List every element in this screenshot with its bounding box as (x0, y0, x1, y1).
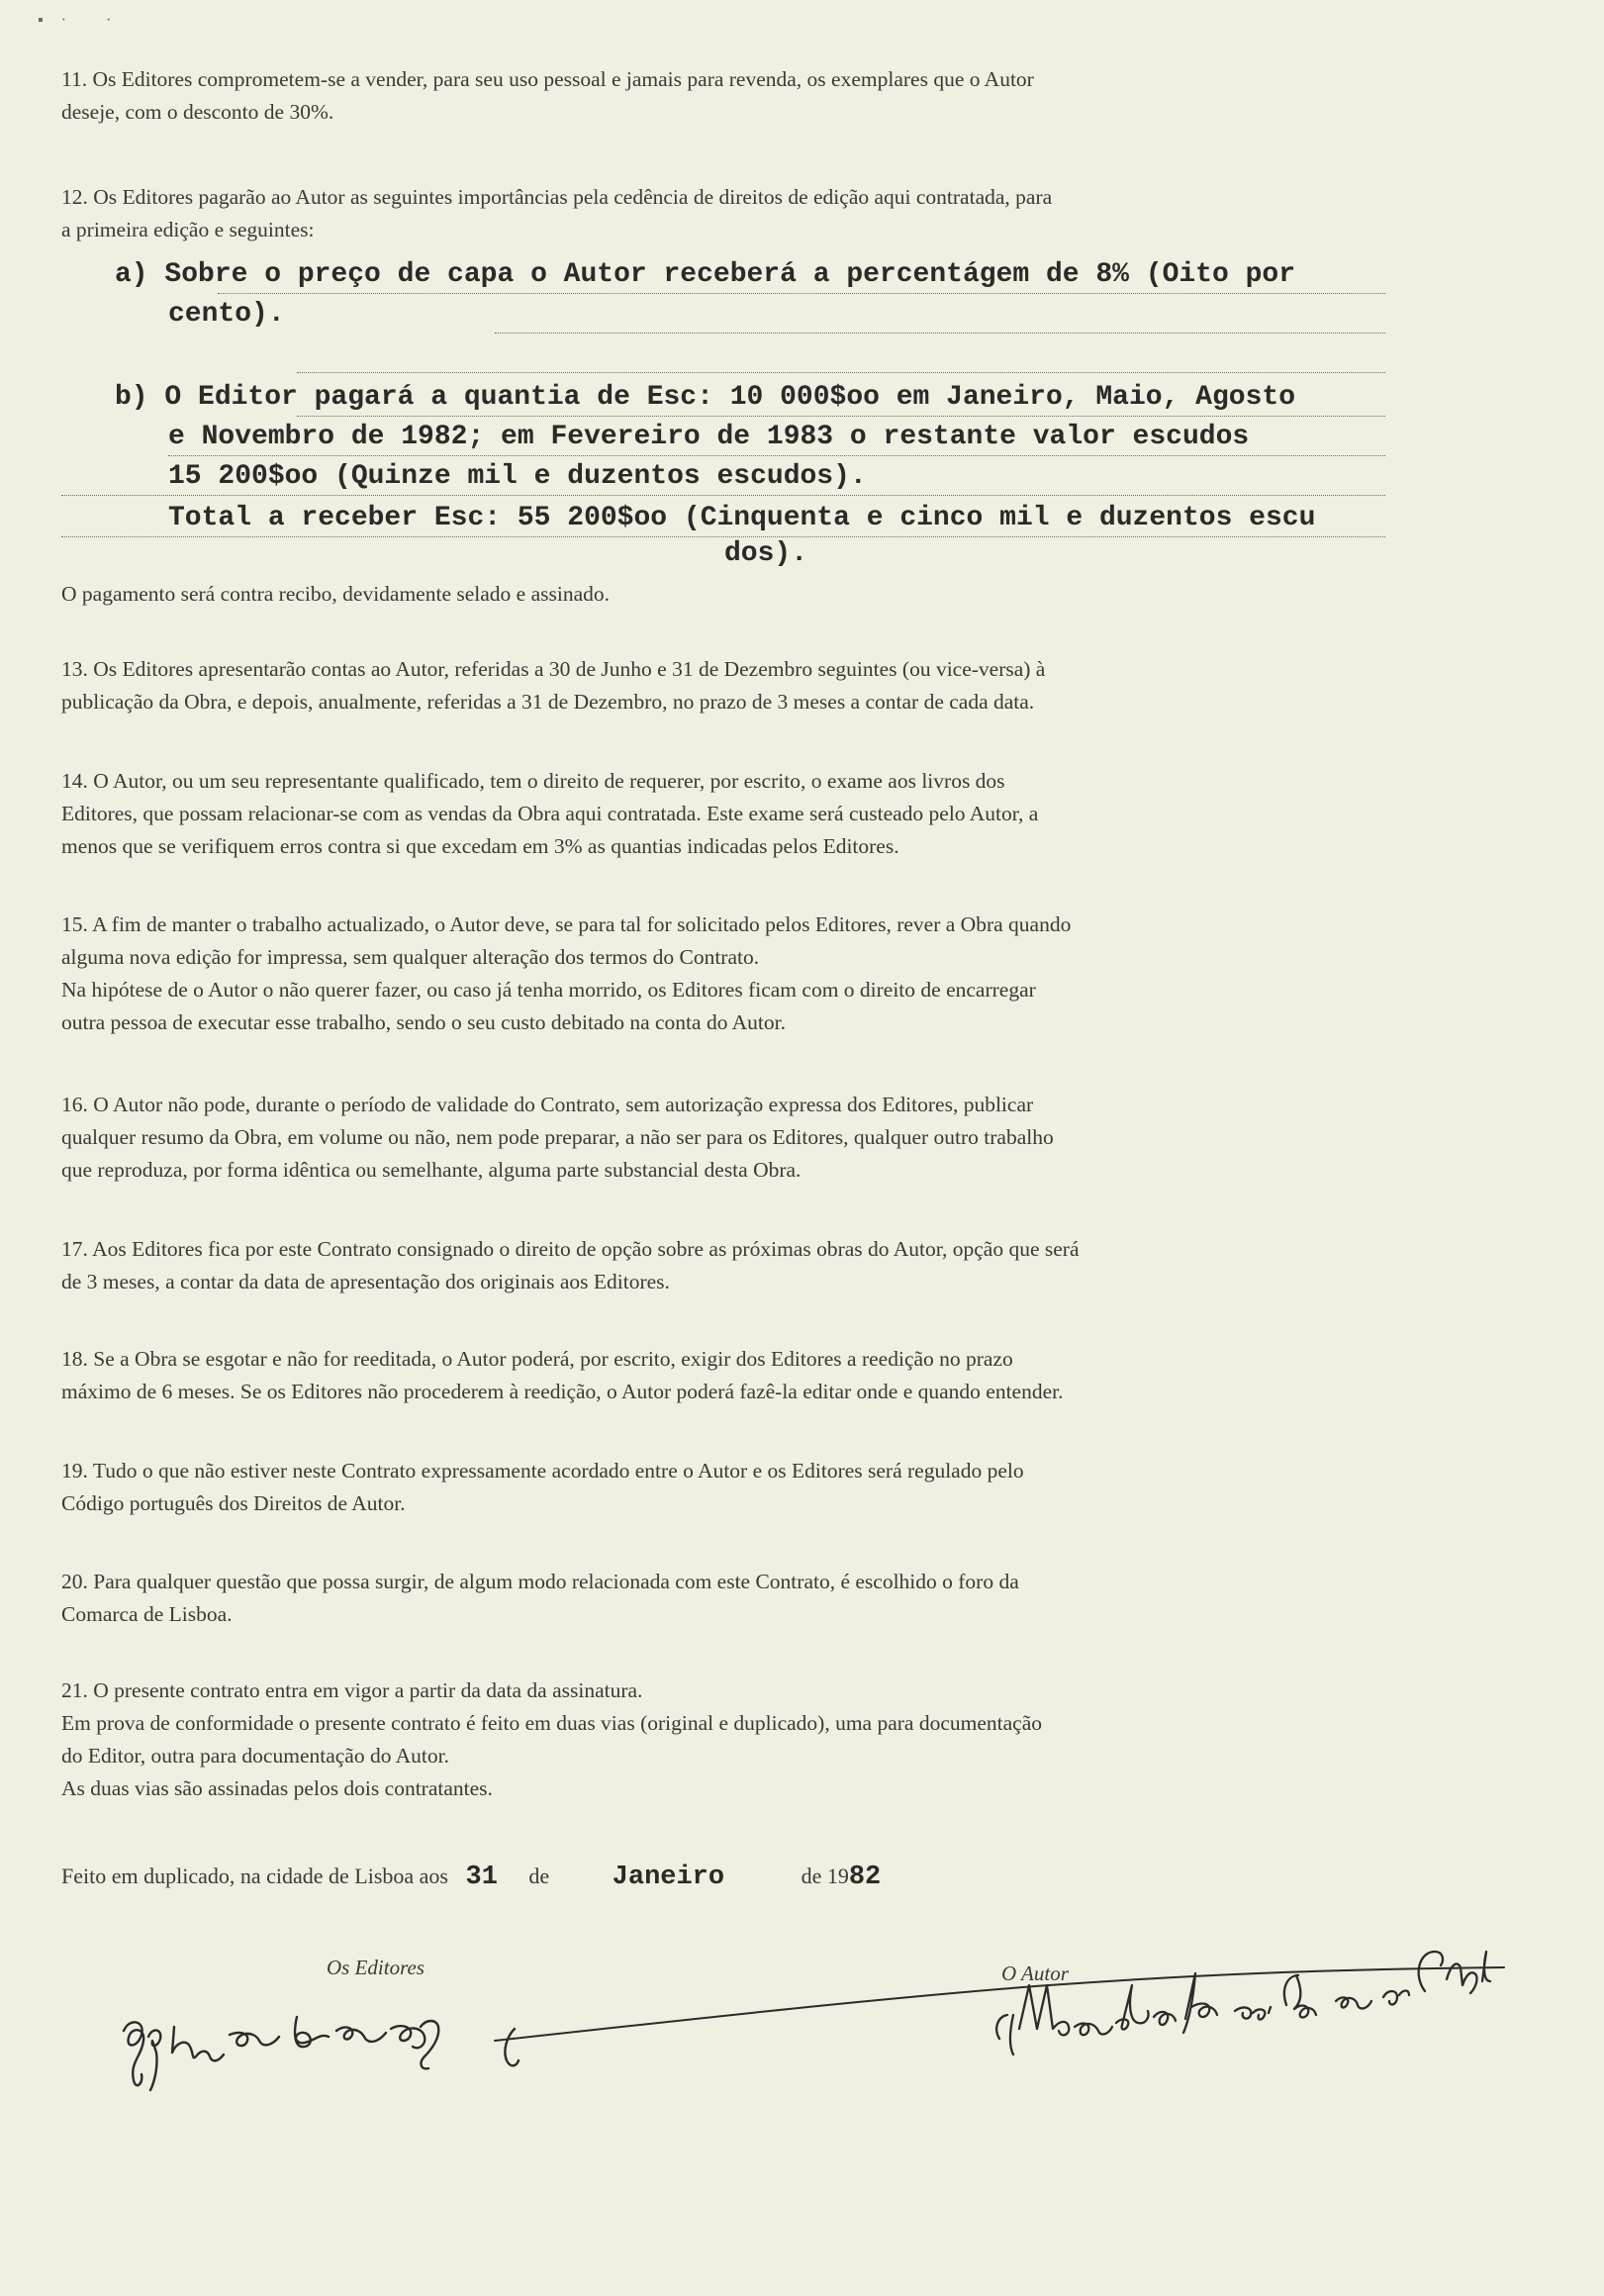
closing-month: Janeiro (612, 1863, 725, 1892)
clause-21-line: 21. O presente contrato entra em vigor a partir da data da assinatura. (61, 1678, 643, 1702)
payment-note (61, 578, 1379, 611)
author-label: O Autor (1001, 1961, 1069, 1985)
clause-20-line: 20. Para qualquer questão que possa surgir, de algum modo relacionada com este Contrato, é escolhido o foro da (61, 1570, 1019, 1593)
clause-17-line: de 3 meses, a contar da data de apresentação dos originais aos Editores. (61, 1270, 670, 1293)
clause-12-line: a primeira edição e seguintes: (61, 218, 315, 241)
clause-15-line: outra pessoa de executar esse trabalho, sendo o seu custo debitado na conta do Autor. (61, 1010, 786, 1034)
fill-in-dotted-line (297, 372, 1385, 373)
clause-13 (61, 653, 1379, 718)
clause-13-line: publicação da Obra, e depois, anualmente, referidas a 31 de Dezembro, no prazo de 3 meses a contar de cada data. (61, 690, 1035, 714)
author-signature (996, 1952, 1490, 2055)
clause-15-line: Na hipótese de o Autor o não querer fazer, ou caso já tenha morrido, os Editores ficam com o direito de encarregar (61, 978, 1036, 1002)
clause-14-line: Editores, que possam relacionar-se com as vendas da Obra aqui contratada. Este exame será custeado pelo Autor, a (61, 802, 1039, 825)
fill-in-dotted-line (61, 536, 1385, 537)
clause-18-line: máximo de 6 meses. Se os Editores não procederem à reedição, o Autor poderá fazê-la editar onde e quando entender. (61, 1380, 1064, 1403)
closing-year-suffix: 82 (848, 1863, 882, 1892)
clause-13-line: 13. Os Editores apresentarão contas ao Autor, referidas a 30 de Junho e 31 de Dezembro seguintes (ou vice-versa) à (61, 657, 1046, 681)
payment-note-text: O pagamento será contra recibo, devidamente selado e assinado. (61, 582, 611, 606)
clause-16-line: qualquer resumo da Obra, em volume ou não, nem pode preparar, a não ser para os Editores, qualquer outro trabalho (61, 1125, 1054, 1149)
clause-21 (61, 1674, 1379, 1805)
editors-label: Os Editores (327, 1956, 425, 1979)
fill-in-dotted-line (218, 293, 1385, 294)
clause-15-line: 15. A fim de manter o trabalho actualizado, o Autor deve, se para tal for solicitado pelos Editores, rever a Obra quando (61, 912, 1072, 936)
closing-de: de (528, 1864, 550, 1888)
clause-17 (61, 1233, 1379, 1298)
typed-item-b-line: e Novembro de 1982; em Fevereiro de 1983 o restante valor escudos (168, 422, 1250, 452)
author-signature-flourish (495, 1967, 1504, 2041)
clause-16-line: que reproduza, por forma idêntica ou semelhante, alguma parte substancial desta Obra. (61, 1158, 802, 1182)
clause-11-line: deseje, com o desconto de 30%. (61, 100, 334, 124)
clause-19 (61, 1455, 1379, 1520)
handwritten-signatures (0, 1910, 1604, 2167)
clause-11 (61, 63, 1379, 129)
clause-12-line: 12. Os Editores pagarão ao Autor as seguintes importâncias pela cedência de direitos de edição aqui contratada, para (61, 185, 1053, 209)
clause-20-line: Comarca de Lisboa. (61, 1602, 233, 1626)
clause-15 (61, 909, 1379, 1039)
closing-year-prefix: de 19 (801, 1864, 849, 1888)
editors-signature (124, 2017, 519, 2090)
clause-21-line: do Editor, outra para documentação do Autor. (61, 1744, 449, 1768)
clause-11-line: 11. Os Editores comprometem-se a vender, para seu uso pessoal e jamais para revenda, os exemplares que o Autor (61, 67, 1034, 91)
clause-18 (61, 1343, 1379, 1408)
clause-17-line: 17. Aos Editores fica por este Contrato consignado o direito de opção sobre as próximas obras do Autor, opção que será (61, 1237, 1080, 1261)
clause-20 (61, 1566, 1379, 1631)
clause-18-line: 18. Se a Obra se esgotar e não for reeditada, o Autor poderá, por escrito, exigir dos Editores a reedição no prazo (61, 1347, 1013, 1371)
clause-21-line: Em prova de conformidade o presente contrato é feito em duas vias (original e duplicado), uma para documentação (61, 1711, 1043, 1735)
clause-14-line: menos que se verifiquem erros contra si que excedam em 3% as quantias indicadas pelos Editores. (61, 834, 899, 858)
clause-16 (61, 1089, 1379, 1187)
clause-19-line: 19. Tudo o que não estiver neste Contrato expressamente acordado entre o Autor e os Editores será regulado pelo (61, 1459, 1024, 1483)
fill-in-dotted-line (168, 455, 1385, 456)
clause-14-line: 14. O Autor, ou um seu representante qualificado, tem o direito de requerer, por escrito, o exame aos livros dos (61, 769, 1005, 793)
clause-15-line: alguma nova edição for impressa, sem qualquer alteração dos termos do Contrato. (61, 945, 760, 969)
typed-item-a-line: a) Sobre o preço de capa o Autor receberá a percentágem de 8% (Oito por (115, 259, 1295, 290)
typed-item-a-line: cento). (168, 299, 285, 330)
fill-in-dotted-line (495, 333, 1385, 334)
clause-19-line: Código português dos Direitos de Autor. (61, 1491, 406, 1515)
clause-21-line: As duas vias são assinadas pelos dois contratantes. (61, 1776, 493, 1800)
clause-16-line: 16. O Autor não pode, durante o período de validade do Contrato, sem autorização expressa dos Editores, publicar (61, 1093, 1034, 1116)
clause-12 (61, 181, 1379, 246)
typed-item-b-line: Total a receber Esc: 55 200$oo (Cinquenta e cinco mil e duzentos escu (168, 503, 1316, 533)
fill-in-dotted-line (61, 495, 1385, 496)
closing-day: 31 (465, 1863, 498, 1892)
typed-item-b-line: b) O Editor pagará a quantia de Esc: 10 000$oo em Janeiro, Maio, Agosto (115, 382, 1295, 413)
corner-marks: ▪︎· · (38, 12, 130, 29)
fill-in-dotted-line (297, 416, 1385, 417)
closing-prefix: Feito em duplicado, na cidade de Lisboa aos (61, 1864, 448, 1888)
closing-statement (61, 1863, 881, 1892)
clause-14 (61, 765, 1379, 863)
typed-item-b-line: 15 200$oo (Quinze mil e duzentos escudos). (168, 461, 867, 492)
typed-item-b-line: dos). (724, 538, 808, 569)
